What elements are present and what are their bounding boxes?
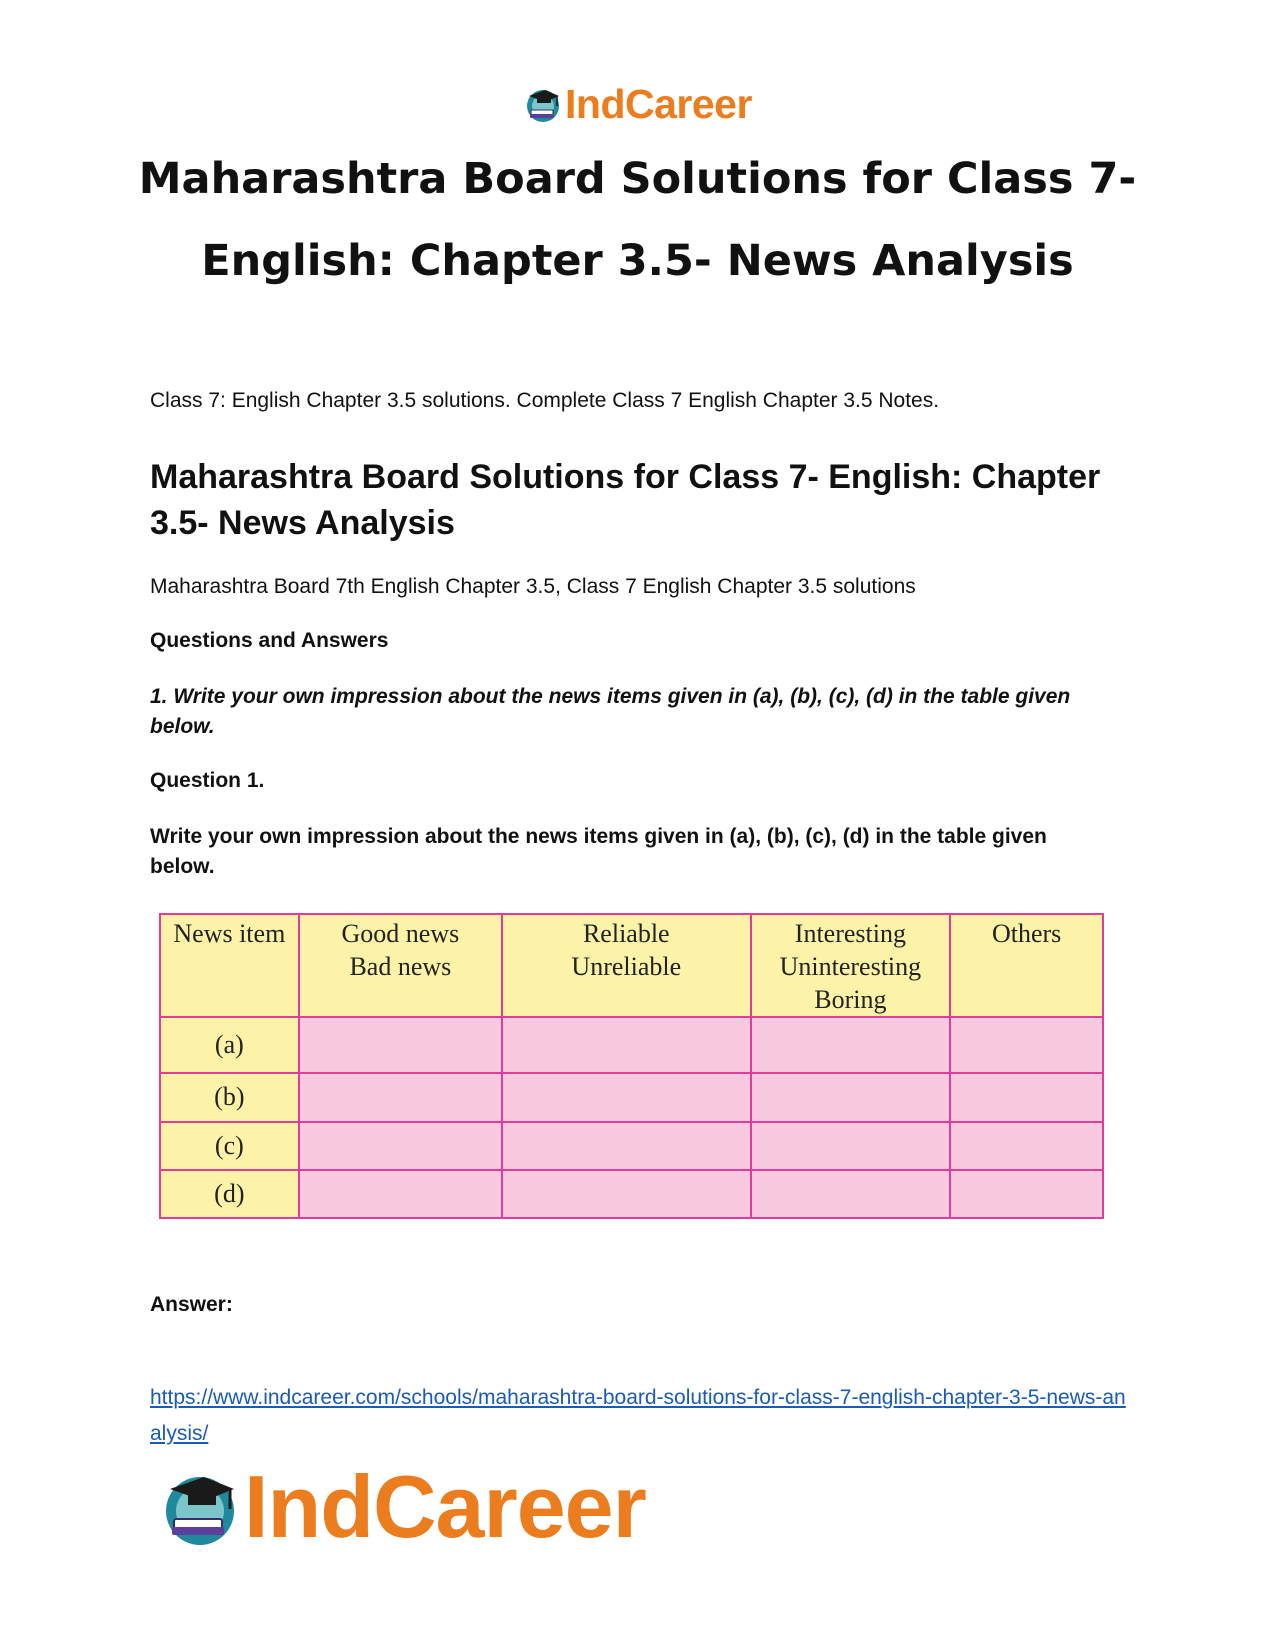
graduation-cap-globe-icon [523, 84, 563, 124]
table-cell [751, 1073, 951, 1121]
table-cell [502, 1017, 750, 1073]
news-table [159, 913, 1104, 1219]
table-cell [950, 1017, 1103, 1073]
header-line: Others [991, 919, 1062, 948]
page-title: Maharashtra Board Solutions for Class 7- English: Chapter 3.5- News Analysis [138, 154, 1137, 286]
subtitle-text: Maharashtra Board 7th English Chapter 3.5, Class 7 English Chapter 3.5 solutions [150, 575, 916, 598]
row-label: (d) [160, 1170, 299, 1218]
table-row [160, 1170, 1103, 1218]
intro-text: Class 7: English Chapter 3.5 solutions. Complete Class 7 English Chapter 3.5 Notes. [150, 389, 940, 412]
header-line: Good news [341, 919, 460, 948]
table-cell [299, 1122, 502, 1170]
table-cell [751, 1170, 951, 1218]
table-cell [751, 1017, 951, 1073]
news-analysis-table [159, 913, 1104, 1219]
header-interest [751, 914, 951, 1017]
question-label: Question 1. [150, 769, 265, 792]
table-cell [502, 1073, 750, 1121]
row-label: (a) [160, 1017, 299, 1073]
row-label: (b) [160, 1073, 299, 1121]
graduation-cap-globe-icon [160, 1465, 240, 1549]
header-line: Uninteresting [779, 952, 922, 981]
table-row [160, 1017, 1103, 1073]
qa-heading: Questions and Answers [150, 629, 389, 652]
table-cell [502, 1122, 750, 1170]
table-header-row [160, 914, 1103, 1017]
header-news-item [160, 914, 299, 1017]
brand-wordmark: IndCareer [565, 80, 752, 127]
answer-label: Answer: [150, 1293, 233, 1316]
table-row [160, 1073, 1103, 1121]
brand-wordmark: IndCareer [244, 1457, 646, 1556]
table-cell [502, 1170, 750, 1218]
header-line: Bad news [349, 952, 452, 981]
header-line: News item [173, 919, 286, 948]
section-heading: Maharashtra Board Solutions for Class 7- English: Chapter 3.5- News Analysis [150, 458, 1101, 542]
exercise-prompt: 1. Write your own impression about the news items given in (a), (b), (c), (d) in the table given below. [150, 685, 1071, 738]
table-cell [299, 1073, 502, 1121]
table-cell [950, 1170, 1103, 1218]
table-cell [950, 1073, 1103, 1121]
header-line: Interesting [794, 919, 906, 948]
footer-logo [160, 1457, 646, 1556]
table-cell [299, 1170, 502, 1218]
header-reliability [502, 914, 750, 1017]
header-logo [0, 78, 1275, 130]
source-link[interactable]: https://www.indcareer.com/schools/maharashtra-board-solutions-for-class-7-english-chapter-3-5-news-analysis/ [150, 1386, 1126, 1445]
header-line: Reliable [582, 919, 670, 948]
question-text: Write your own impression about the news items given in (a), (b), (c), (d) in the table given below. [150, 825, 1047, 878]
header-line: Unreliable [571, 952, 682, 981]
table-cell [299, 1017, 502, 1073]
table-row [160, 1122, 1103, 1170]
header-good-bad [299, 914, 502, 1017]
header-others [950, 914, 1103, 1017]
table-cell [751, 1122, 951, 1170]
table-cell [950, 1122, 1103, 1170]
row-label: (c) [160, 1122, 299, 1170]
header-line: Boring [814, 985, 887, 1014]
